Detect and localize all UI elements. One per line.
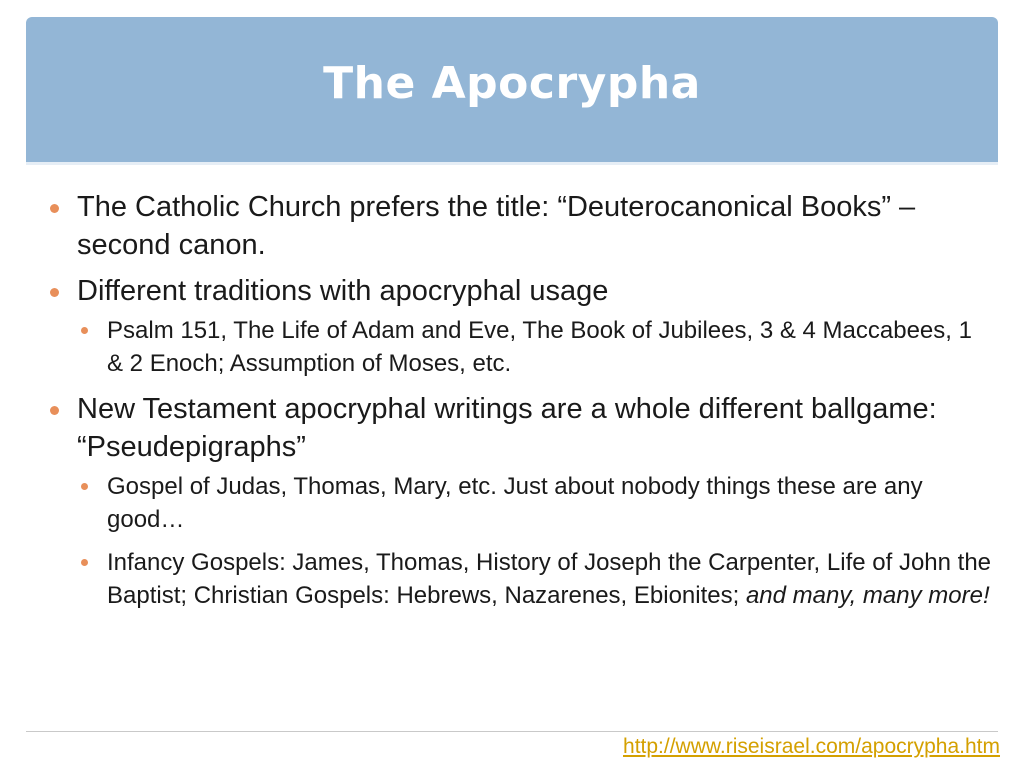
bullet-list <box>44 188 994 612</box>
sub-bullet-dot-icon <box>81 559 88 566</box>
footer-divider <box>26 731 998 732</box>
sub-bullet-item <box>77 546 994 612</box>
bullet-dot-icon <box>50 406 59 415</box>
sub-bullet-text: Psalm 151, The Life of Adam and Eve, The Book of Jubilees, 3 & 4 Maccabees, 1 & 2 Enoch; Assumption of Moses, etc. <box>107 317 972 377</box>
sub-bullet-dot-icon <box>81 483 88 490</box>
bullet-text: Different traditions with apocryphal usage <box>77 275 609 307</box>
title-band <box>26 17 998 165</box>
slide-title: The Apocrypha <box>323 58 701 109</box>
sub-bullet-item <box>77 470 994 536</box>
bullet-dot-icon <box>50 288 59 297</box>
bullet-text: The Catholic Church prefers the title: “Deuterocanonical Books” – second canon. <box>77 191 916 261</box>
bullet-dot-icon <box>50 204 59 213</box>
slide-content <box>44 188 994 622</box>
sub-bullet-dot-icon <box>81 327 88 334</box>
bullet-item <box>44 272 994 380</box>
sub-bullet-list <box>77 470 994 612</box>
sub-bullet-text: Gospel of Judas, Thomas, Mary, etc. Just about nobody things these are any good… <box>107 473 923 533</box>
bullet-text: New Testament apocryphal writings are a whole different ballgame: “Pseudepigraphs” <box>77 393 937 463</box>
bullet-item <box>44 188 994 264</box>
source-link[interactable]: http://www.riseisrael.com/apocrypha.htm <box>623 735 1000 758</box>
sub-bullet-item <box>77 314 994 380</box>
sub-bullet-list <box>77 314 994 380</box>
sub-bullet-text: Infancy Gospels: James, Thomas, History of Joseph the Carpenter, Life of John the Baptist; Christian Gospels: Hebrews, Nazarenes, Ebionites; <box>107 549 992 609</box>
bullet-item <box>44 390 994 612</box>
sub-bullet-emphasis: and many, many more! <box>745 582 990 609</box>
